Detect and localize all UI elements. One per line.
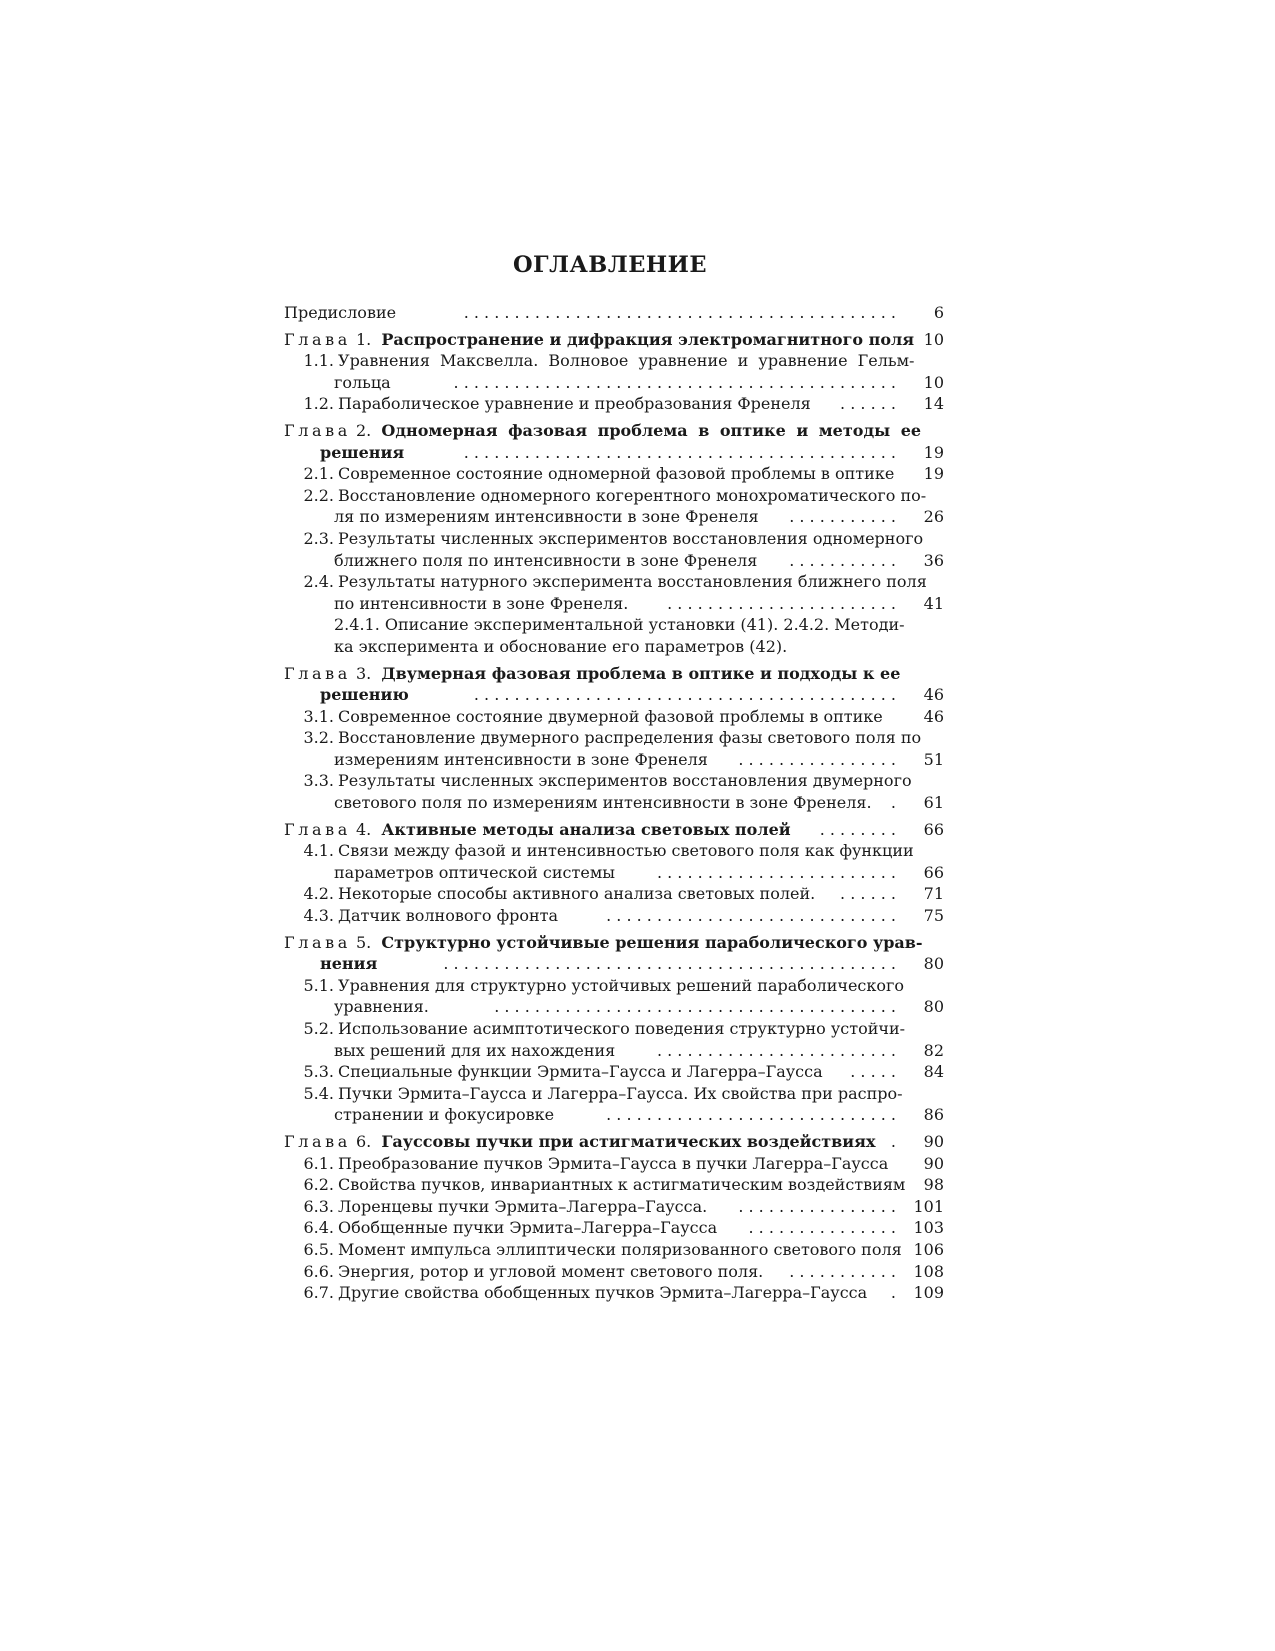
toc-chapter-3-cont — [284, 684, 944, 706]
toc-section-3-2[interactable] — [284, 727, 944, 749]
section-number: 6.5. — [303, 1239, 334, 1259]
section-title: Датчик волнового фронта — [338, 906, 559, 926]
chapter-title: Двумерная фазовая проблема в оптике и подходы к ее — [381, 663, 901, 683]
leader-dots: . . . . . . — [840, 884, 896, 904]
subsection-list-cont: ка эксперимента и обоснование его параметров (42). — [334, 636, 788, 656]
section-number: 4.3. — [303, 906, 334, 926]
toc-section-2-4-cont — [284, 593, 944, 615]
chapter-number: 3. — [355, 663, 372, 683]
section-title: Энергия, ротор и угловой момент светового поля. — [338, 1261, 764, 1281]
toc-section-1-1[interactable] — [284, 350, 944, 372]
toc-section-3-3-cont — [284, 792, 944, 814]
section-title: Восстановление одномерного когерентного монохроматического по- — [338, 485, 927, 505]
section-title-cont: странении и фокусировке — [334, 1105, 555, 1125]
toc-section-6-6[interactable] — [284, 1261, 944, 1283]
section-number: 4.1. — [303, 841, 334, 861]
toc-section-6-1[interactable] — [284, 1153, 944, 1175]
chapter-title: Активные методы анализа световых полей — [381, 819, 791, 839]
chapter-word: Глава — [284, 663, 351, 683]
leader-dots: . . . . . . . . . . . . . . . . . . . . . . . . . . . . . . . . . . . . . . . . . . . — [463, 303, 896, 322]
chapter-title: Распространение и дифракция электромагнитного поля — [381, 329, 915, 349]
toc-chapter-1[interactable] — [284, 329, 944, 351]
section-title: Современное состояние одномерной фазовой проблемы в оптике — [338, 464, 895, 484]
toc-section-4-1[interactable] — [284, 840, 944, 862]
leader-dots: . . . . . . . . . . . . . . . . — [738, 1196, 896, 1216]
page-number: 90 — [923, 1131, 944, 1151]
chapter-number: 4. — [355, 819, 372, 839]
page-number: 82 — [923, 1040, 944, 1060]
section-number: 6.1. — [303, 1153, 334, 1173]
table-of-contents — [284, 302, 944, 1304]
leader-dots: . . . . . . . . . . . . . . . . — [738, 749, 896, 769]
page-number: 109 — [913, 1283, 944, 1303]
chapter-title-cont: решения — [320, 442, 405, 462]
section-title: Уравнения для структурно устойчивых решений параболического — [338, 975, 905, 995]
page-number: 75 — [923, 906, 944, 926]
toc-section-5-2-cont — [284, 1040, 944, 1062]
leader-dots: . — [890, 1283, 896, 1303]
toc-section-2-3-cont — [284, 550, 944, 572]
leader-dots: . . . . . . . . — [819, 819, 896, 839]
toc-section-6-7[interactable] — [284, 1282, 944, 1304]
section-title-cont: ля по измерениям интенсивности в зоне Френеля — [334, 507, 759, 527]
page-number: 61 — [923, 793, 944, 813]
page-number: 84 — [923, 1062, 944, 1082]
leader-dots: . . . . . . . . . . . . . . . . . . . . . . . . . . . . . . . . . . . . . . . . . . . . — [453, 372, 896, 392]
page-number: 90 — [923, 1153, 944, 1173]
toc-section-6-4[interactable] — [284, 1217, 944, 1239]
section-number: 6.4. — [303, 1218, 334, 1238]
subsection-list: 2.4.1. Описание экспериментальной установки (41). 2.4.2. Методи- — [334, 615, 905, 635]
section-title: Использование асимптотического поведения структурно устойчи- — [338, 1019, 906, 1038]
section-title: Связи между фазой и интенсивностью светового поля как функции — [338, 841, 914, 861]
toc-section-2-1[interactable] — [284, 463, 944, 485]
leader-dots: . . . . . . . . . . . — [789, 507, 896, 527]
section-title: Результаты численных экспериментов восстановления одномерного — [338, 528, 924, 548]
section-number: 2.2. — [303, 485, 334, 505]
toc-section-5-1-cont — [284, 996, 944, 1018]
toc-section-3-2-cont — [284, 749, 944, 771]
toc-section-4-1-cont — [284, 862, 944, 884]
section-number: 2.4. — [303, 572, 334, 592]
leader-dots: . . . . . . . . . . . . . . . . . . . . . . . . . . . . . . . . . . . . . . . . . . — [473, 685, 896, 705]
section-title: Другие свойства обобщенных пучков Эрмита–Лагерра–Гаусса — [338, 1283, 868, 1303]
section-number: 2.1. — [303, 464, 334, 484]
page-number: 66 — [923, 819, 944, 839]
chapter-title: Структурно устойчивые решения параболического урав- — [381, 932, 923, 952]
chapter-title: Гауссовы пучки при астигматических воздействиях — [381, 1131, 876, 1151]
leader-dots: . . . . . . . . . . . . . . . . . . . . . . . . . . . . . . . . . . . . . . . . — [494, 997, 896, 1017]
section-title: Некоторые способы активного анализа световых полей. — [338, 884, 816, 904]
toc-section-6-3[interactable] — [284, 1196, 944, 1218]
chapter-title-cont: решению — [320, 685, 409, 705]
section-title: Специальные функции Эрмита–Гаусса и Лагерра–Гаусса — [338, 1062, 823, 1082]
section-title-cont: гольца — [334, 372, 391, 392]
chapter-number: 1. — [355, 329, 372, 349]
page-number: 6 — [933, 303, 944, 322]
leader-dots: . . . . . . . . . . . . . . . . . . . . . . . . — [656, 862, 896, 882]
toc-section-3-1[interactable] — [284, 706, 944, 728]
section-title-cont: уравнения. — [334, 997, 429, 1017]
page-number: 46 — [923, 685, 944, 705]
page-number: 66 — [923, 862, 944, 882]
leader-dots: . . . . . . . . . . . . . . . . . . . . . . . — [667, 593, 896, 613]
leader-dots: . . . . . . . . . . . . . . . . . . . . . . . . — [656, 1040, 896, 1060]
section-title: Параболическое уравнение и преобразования Френеля — [338, 394, 811, 414]
page-number: 101 — [913, 1196, 944, 1216]
page-title: ОГЛАВЛЕНИЕ — [512, 252, 708, 278]
section-title-cont: светового поля по измерениям интенсивности в зоне Френеля. — [334, 793, 872, 813]
page-number: 106 — [913, 1239, 944, 1259]
section-title: Обобщенные пучки Эрмита–Лагерра–Гаусса — [338, 1218, 718, 1238]
toc-entry-preface[interactable] — [284, 302, 944, 324]
toc-chapter-2[interactable] — [284, 420, 944, 442]
toc-section-2-2[interactable] — [284, 485, 944, 507]
section-title: Преобразование пучков Эрмита–Гаусса в пучки Лагерра–Гаусса — [338, 1153, 889, 1173]
section-number: 6.2. — [303, 1175, 334, 1195]
preface-label: Предисловие — [284, 303, 397, 322]
section-title: Пучки Эрмита–Гаусса и Лагерра–Гаусса. Их свойства при распро- — [338, 1083, 903, 1103]
page-number: 14 — [923, 394, 944, 414]
leader-dots: . . . . . — [850, 1062, 896, 1082]
page-number: 51 — [923, 749, 944, 769]
page-number: 98 — [923, 1175, 944, 1195]
section-title: Уравнения Максвелла. Волновое уравнение и уравнение Гельм- — [338, 351, 915, 371]
page-number: 10 — [923, 329, 944, 349]
page-number: 10 — [923, 372, 944, 392]
leader-dots: . . . . . . . . . . . . . . . . . . . . . . . . . . . . . — [606, 1105, 896, 1125]
section-title: Лоренцевы пучки Эрмита–Лагерра–Гаусса. — [338, 1196, 708, 1216]
section-title-cont: вых решений для их нахождения — [334, 1040, 616, 1060]
toc-section-5-4-cont — [284, 1104, 944, 1126]
leader-dots: . — [890, 793, 896, 813]
section-title: Восстановление двумерного распределения фазы светового поля по — [338, 728, 922, 748]
toc-chapter-5-cont — [284, 953, 944, 975]
chapter-number: 2. — [355, 420, 372, 440]
chapter-word: Глава — [284, 329, 351, 349]
toc-chapter-2-cont — [284, 442, 944, 464]
section-number: 5.4. — [303, 1083, 334, 1103]
page-number: 108 — [913, 1261, 944, 1281]
section-number: 6.3. — [303, 1196, 334, 1216]
leader-dots: . — [890, 1131, 896, 1151]
toc-section-2-4[interactable] — [284, 571, 944, 593]
leader-dots: . . . . . . . . . . . . . . . . . . . . . . . . . . . . . — [606, 906, 896, 926]
toc-section-2-3[interactable] — [284, 528, 944, 550]
section-title-cont: измерениям интенсивности в зоне Френеля — [334, 749, 708, 769]
page-number: 86 — [923, 1105, 944, 1125]
section-number: 1.1. — [303, 351, 334, 371]
toc-section-4-3[interactable] — [284, 905, 944, 927]
chapter-title: Одномерная фазовая проблема в оптике и методы ее — [381, 420, 922, 440]
toc-section-5-1[interactable] — [284, 975, 944, 997]
section-number: 3.3. — [303, 771, 334, 791]
section-number: 5.1. — [303, 975, 334, 995]
toc-section-5-3[interactable] — [284, 1061, 944, 1083]
leader-dots: . . . . . . . . . . . — [789, 550, 896, 570]
page-number: 41 — [923, 593, 944, 613]
page-number: 71 — [923, 884, 944, 904]
section-title: Результаты натурного эксперимента восстановления ближнего поля — [338, 572, 927, 592]
section-number: 4.2. — [303, 884, 334, 904]
section-title-cont: ближнего поля по интенсивности в зоне Френеля — [334, 550, 758, 570]
section-number: 5.3. — [303, 1062, 334, 1082]
page-number: 103 — [913, 1218, 944, 1238]
page-number: 19 — [923, 464, 944, 484]
leader-dots: . . . . . . . . . . . . . . . — [748, 1218, 896, 1238]
page-number: 19 — [923, 442, 944, 462]
leader-dots: . . . . . . . . . . . . . . . . . . . . . . . . . . . . . . . . . . . . . . . . . . . — [463, 442, 896, 462]
section-title-cont: по интенсивности в зоне Френеля. — [334, 593, 629, 613]
section-number: 2.3. — [303, 528, 334, 548]
section-number: 3.2. — [303, 728, 334, 748]
section-number: 3.1. — [303, 706, 334, 726]
chapter-word: Глава — [284, 819, 351, 839]
toc-section-3-3[interactable] — [284, 770, 944, 792]
chapter-number: 6. — [355, 1131, 372, 1151]
page-number: 26 — [923, 507, 944, 527]
toc-section-1-2[interactable] — [284, 393, 944, 415]
chapter-word: Глава — [284, 932, 351, 952]
toc-section-5-4[interactable] — [284, 1083, 944, 1105]
toc-subsections-2-4-cont — [284, 636, 944, 658]
toc-section-5-2[interactable] — [284, 1018, 944, 1040]
chapter-title-cont: нения — [320, 954, 378, 974]
section-number: 5.2. — [303, 1019, 334, 1038]
section-title-cont: параметров оптической системы — [334, 862, 616, 882]
chapter-word: Глава — [284, 1131, 351, 1151]
page-number: 46 — [923, 706, 944, 726]
page-number: 80 — [923, 997, 944, 1017]
toc-subsections-2-4 — [284, 614, 944, 636]
toc-section-1-1-cont — [284, 372, 944, 394]
chapter-word: Глава — [284, 420, 351, 440]
section-number: 1.2. — [303, 394, 334, 414]
toc-chapter-3[interactable] — [284, 663, 944, 685]
section-title: Результаты численных экспериментов восстановления двумерного — [338, 771, 912, 791]
page-number: 36 — [923, 550, 944, 570]
toc-section-4-2[interactable] — [284, 883, 944, 905]
leader-dots: . . . . . . . . . . . . . . . . . . . . . . . . . . . . . . . . . . . . . . . . . . . . . — [443, 954, 896, 974]
leader-dots: . . . . . . . . . . . — [789, 1261, 896, 1281]
toc-chapter-6[interactable] — [284, 1131, 944, 1153]
toc-section-6-5[interactable] — [284, 1239, 944, 1261]
toc-section-6-2[interactable] — [284, 1174, 944, 1196]
section-number: 6.7. — [303, 1283, 334, 1303]
section-title: Современное состояние двумерной фазовой проблемы в оптике — [338, 706, 883, 726]
section-title: Свойства пучков, инвариантных к астигматическим воздействиям — [338, 1175, 906, 1195]
leader-dots: . . . . . . — [840, 394, 896, 414]
page-number: 80 — [923, 954, 944, 974]
chapter-number: 5. — [355, 932, 372, 952]
section-title: Момент импульса эллиптически поляризованного светового поля — [338, 1239, 902, 1259]
toc-chapter-5[interactable] — [284, 932, 944, 954]
toc-chapter-4[interactable] — [284, 819, 944, 841]
toc-section-2-2-cont — [284, 506, 944, 528]
section-number: 6.6. — [303, 1261, 334, 1281]
